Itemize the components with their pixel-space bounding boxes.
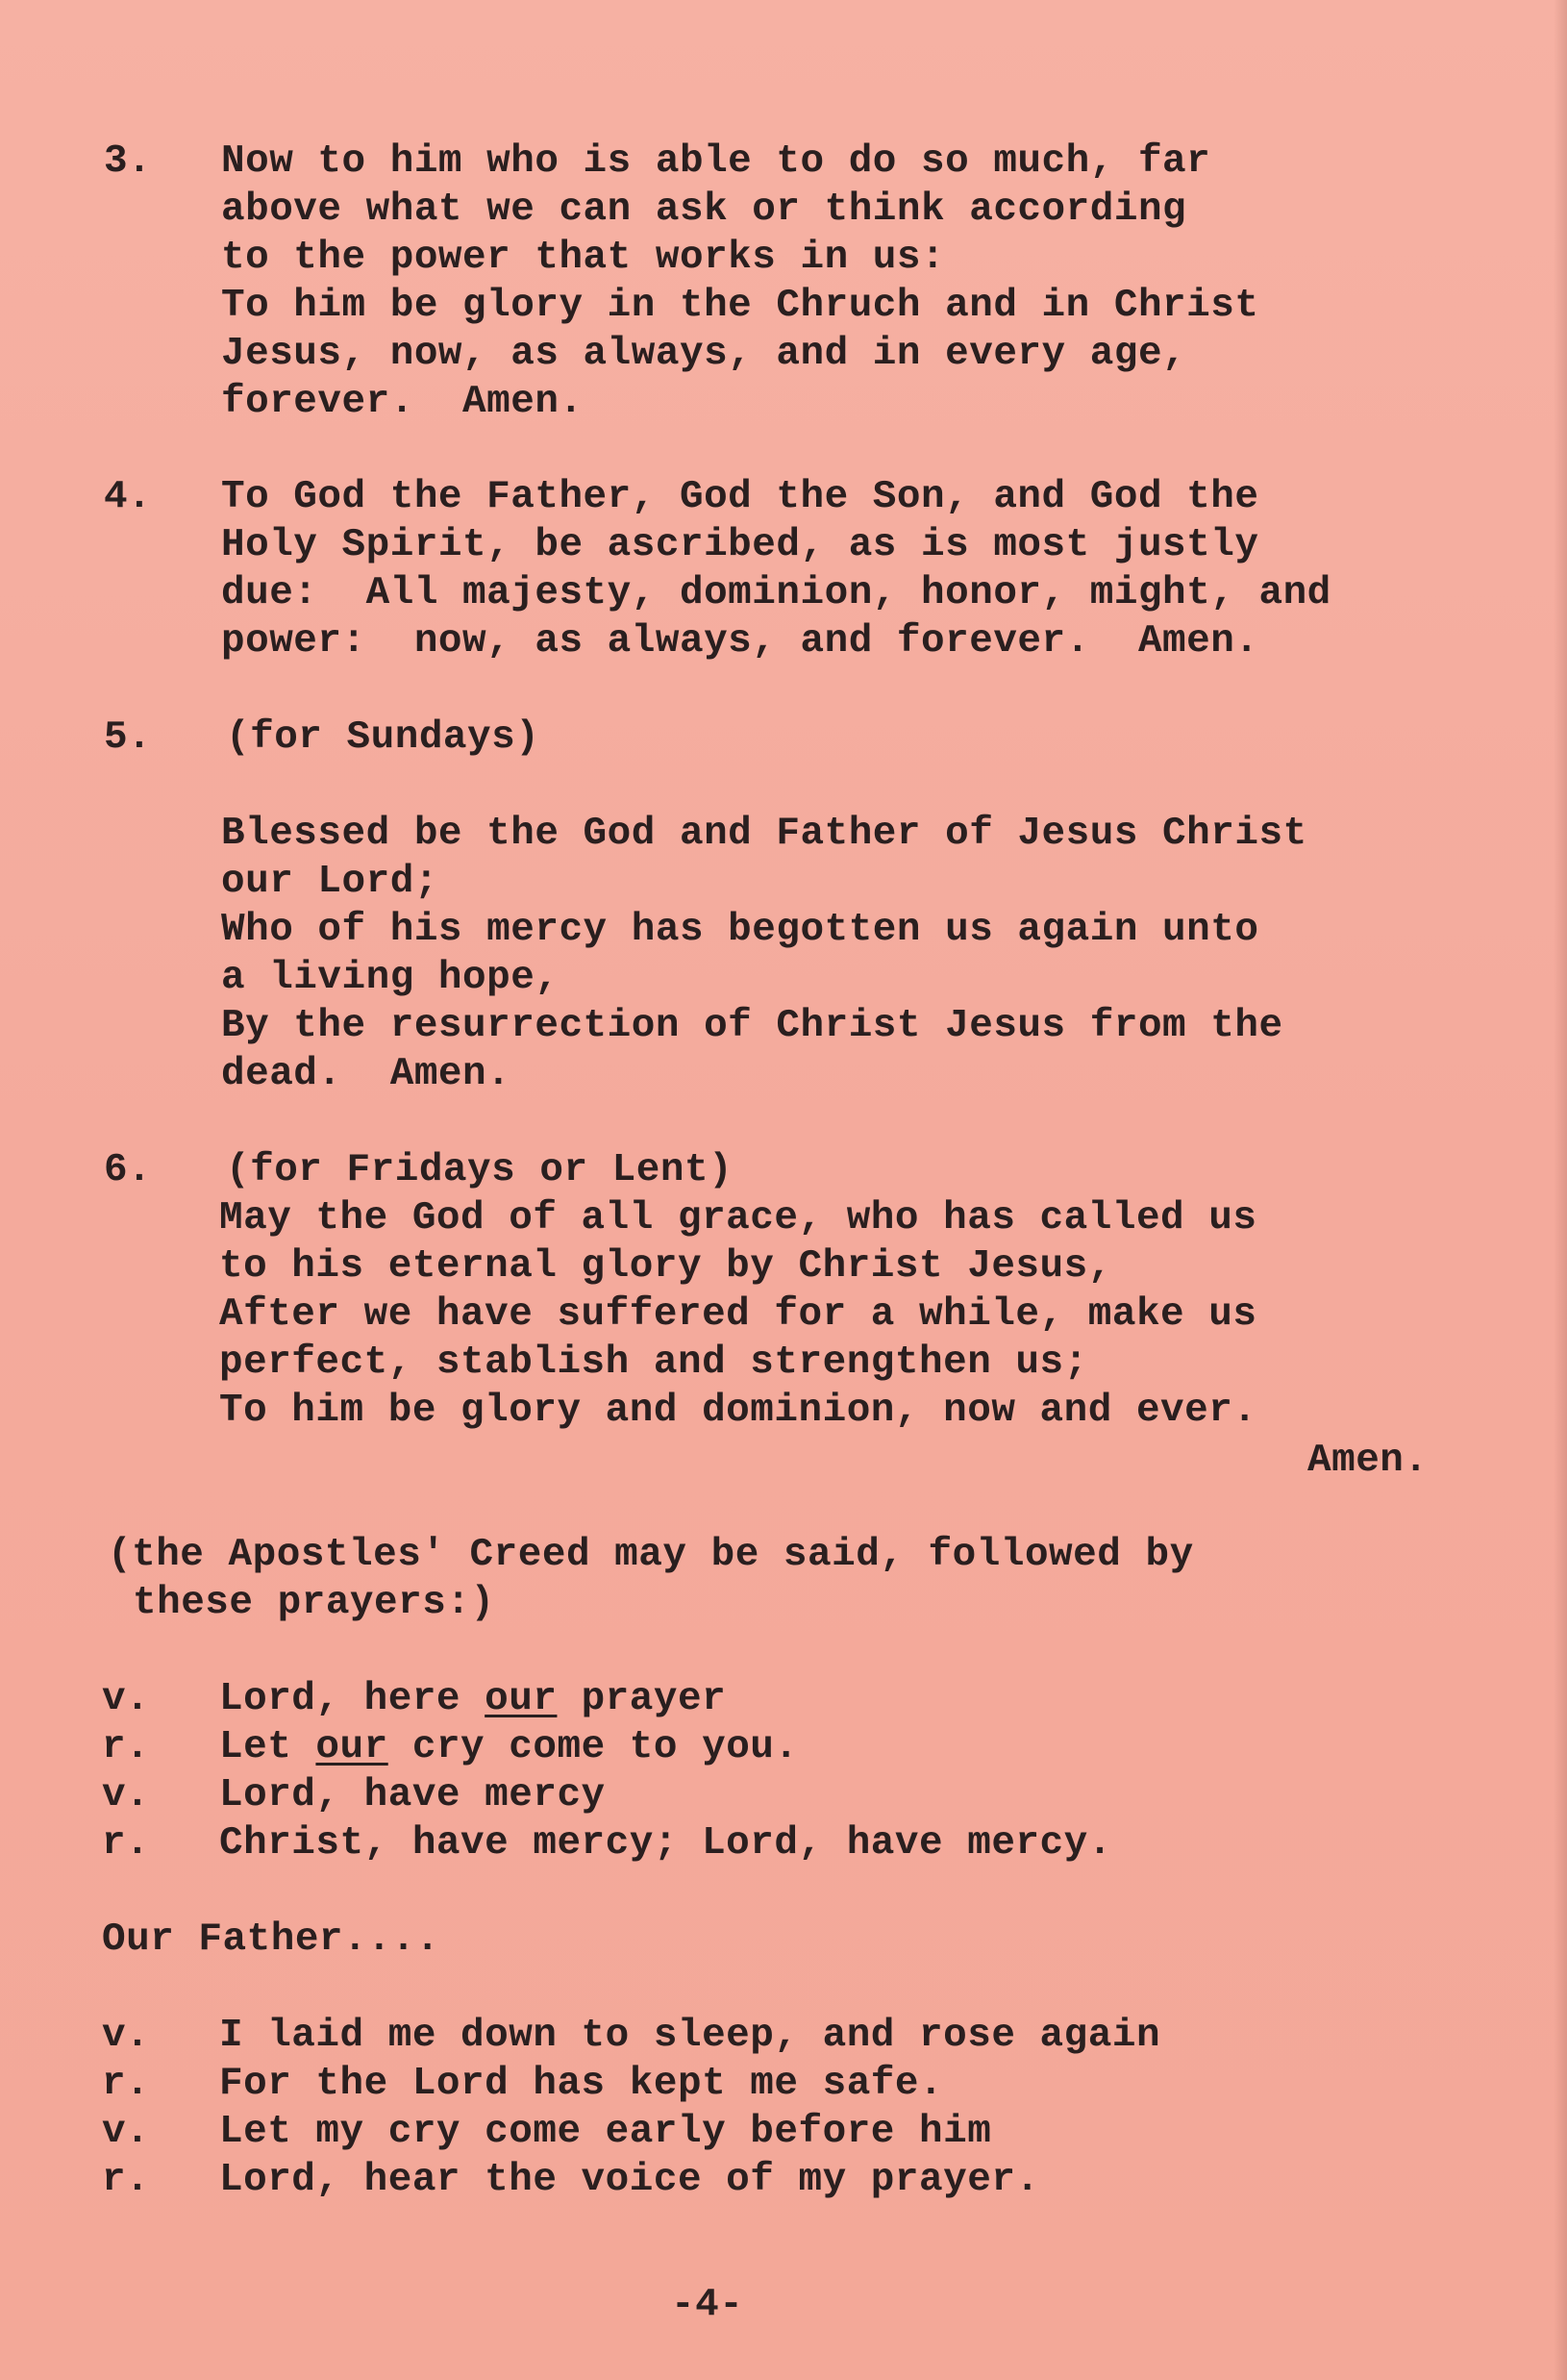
item-heading: (for Fridays or Lent) xyxy=(226,1148,734,1192)
page-number: -4- xyxy=(671,2283,744,2327)
item-line: a living hope, xyxy=(221,956,560,1000)
item-line: Blessed be the God and Father of Jesus Christ xyxy=(221,812,1307,856)
underlined-word: our xyxy=(315,1725,388,1769)
item-heading: (for Sundays) xyxy=(226,715,540,760)
response-mark: r. xyxy=(102,2062,150,2106)
response-text: Lord, hear the voice of my prayer. xyxy=(219,2158,1040,2202)
item-number: 6. xyxy=(104,1148,152,1192)
versicle-text: I laid me down to sleep, and rose again xyxy=(219,2014,1161,2058)
versicle-text-part: prayer xyxy=(557,1677,727,1721)
item-number: 4. xyxy=(104,475,152,519)
response-mark: r. xyxy=(102,1725,150,1769)
versicle-text: Let my cry come early before him xyxy=(219,2110,992,2154)
page-edge-shadow xyxy=(1554,0,1567,2380)
item-closing: Amen. xyxy=(1307,1439,1429,1483)
item-line: perfect, stablish and strengthen us; xyxy=(219,1340,1088,1385)
response-text: Christ, have mercy; Lord, have mercy. xyxy=(219,1821,1112,1866)
versicle-text-part: Lord, here xyxy=(219,1677,485,1721)
item-line: After we have suffered for a while, make us xyxy=(219,1292,1257,1337)
item-line: To him be glory in the Chruch and in Christ xyxy=(221,284,1259,328)
item-line: Holy Spirit, be ascribed, as is most justly xyxy=(221,523,1259,567)
response-text: For the Lord has kept me safe. xyxy=(219,2062,944,2106)
versicle-mark: v. xyxy=(102,2110,150,2154)
underlined-word: our xyxy=(485,1677,558,1721)
item-line: To God the Father, God the Son, and God the xyxy=(221,475,1259,519)
item-line: to his eternal glory by Christ Jesus, xyxy=(219,1244,1112,1289)
our-father: Our Father.... xyxy=(102,1917,440,1962)
response-mark: r. xyxy=(102,2158,150,2202)
item-line: Jesus, now, as always, and in every age, xyxy=(221,332,1187,376)
creed-note-line: these prayers:) xyxy=(133,1581,495,1625)
item-line: to the power that works in us: xyxy=(221,236,946,280)
item-line: power: now, as always, and forever. Amen. xyxy=(221,619,1259,664)
item-number: 3. xyxy=(104,139,152,184)
item-number: 5. xyxy=(104,715,152,760)
item-line: By the resurrection of Christ Jesus from the xyxy=(221,1004,1283,1048)
versicle-text xyxy=(219,1675,726,1723)
versicle-mark: v. xyxy=(102,2014,150,2058)
creed-note-line: (the Apostles' Creed may be said, followed by xyxy=(108,1533,1194,1577)
item-line: due: All majesty, dominion, honor, might, and xyxy=(221,571,1331,615)
versicle-mark: v. xyxy=(102,1773,150,1817)
versicle-text: Lord, have mercy xyxy=(219,1773,606,1817)
response-mark: r. xyxy=(102,1821,150,1866)
item-line: May the God of all grace, who has called us xyxy=(219,1196,1257,1240)
item-line: To him be glory and dominion, now and ever. xyxy=(219,1389,1257,1433)
item-line: Now to him who is able to do so much, far xyxy=(221,139,1211,184)
response-text xyxy=(219,1723,799,1771)
item-line: Who of his mercy has begotten us again unto xyxy=(221,908,1259,952)
versicle-mark: v. xyxy=(102,1677,150,1721)
response-text-part: cry come to you. xyxy=(387,1725,799,1769)
item-line: dead. Amen. xyxy=(221,1052,511,1096)
response-text-part: Let xyxy=(219,1725,316,1769)
item-line: forever. Amen. xyxy=(221,380,584,424)
item-line: above what we can ask or think according xyxy=(221,188,1187,232)
item-line: our Lord; xyxy=(221,860,438,904)
